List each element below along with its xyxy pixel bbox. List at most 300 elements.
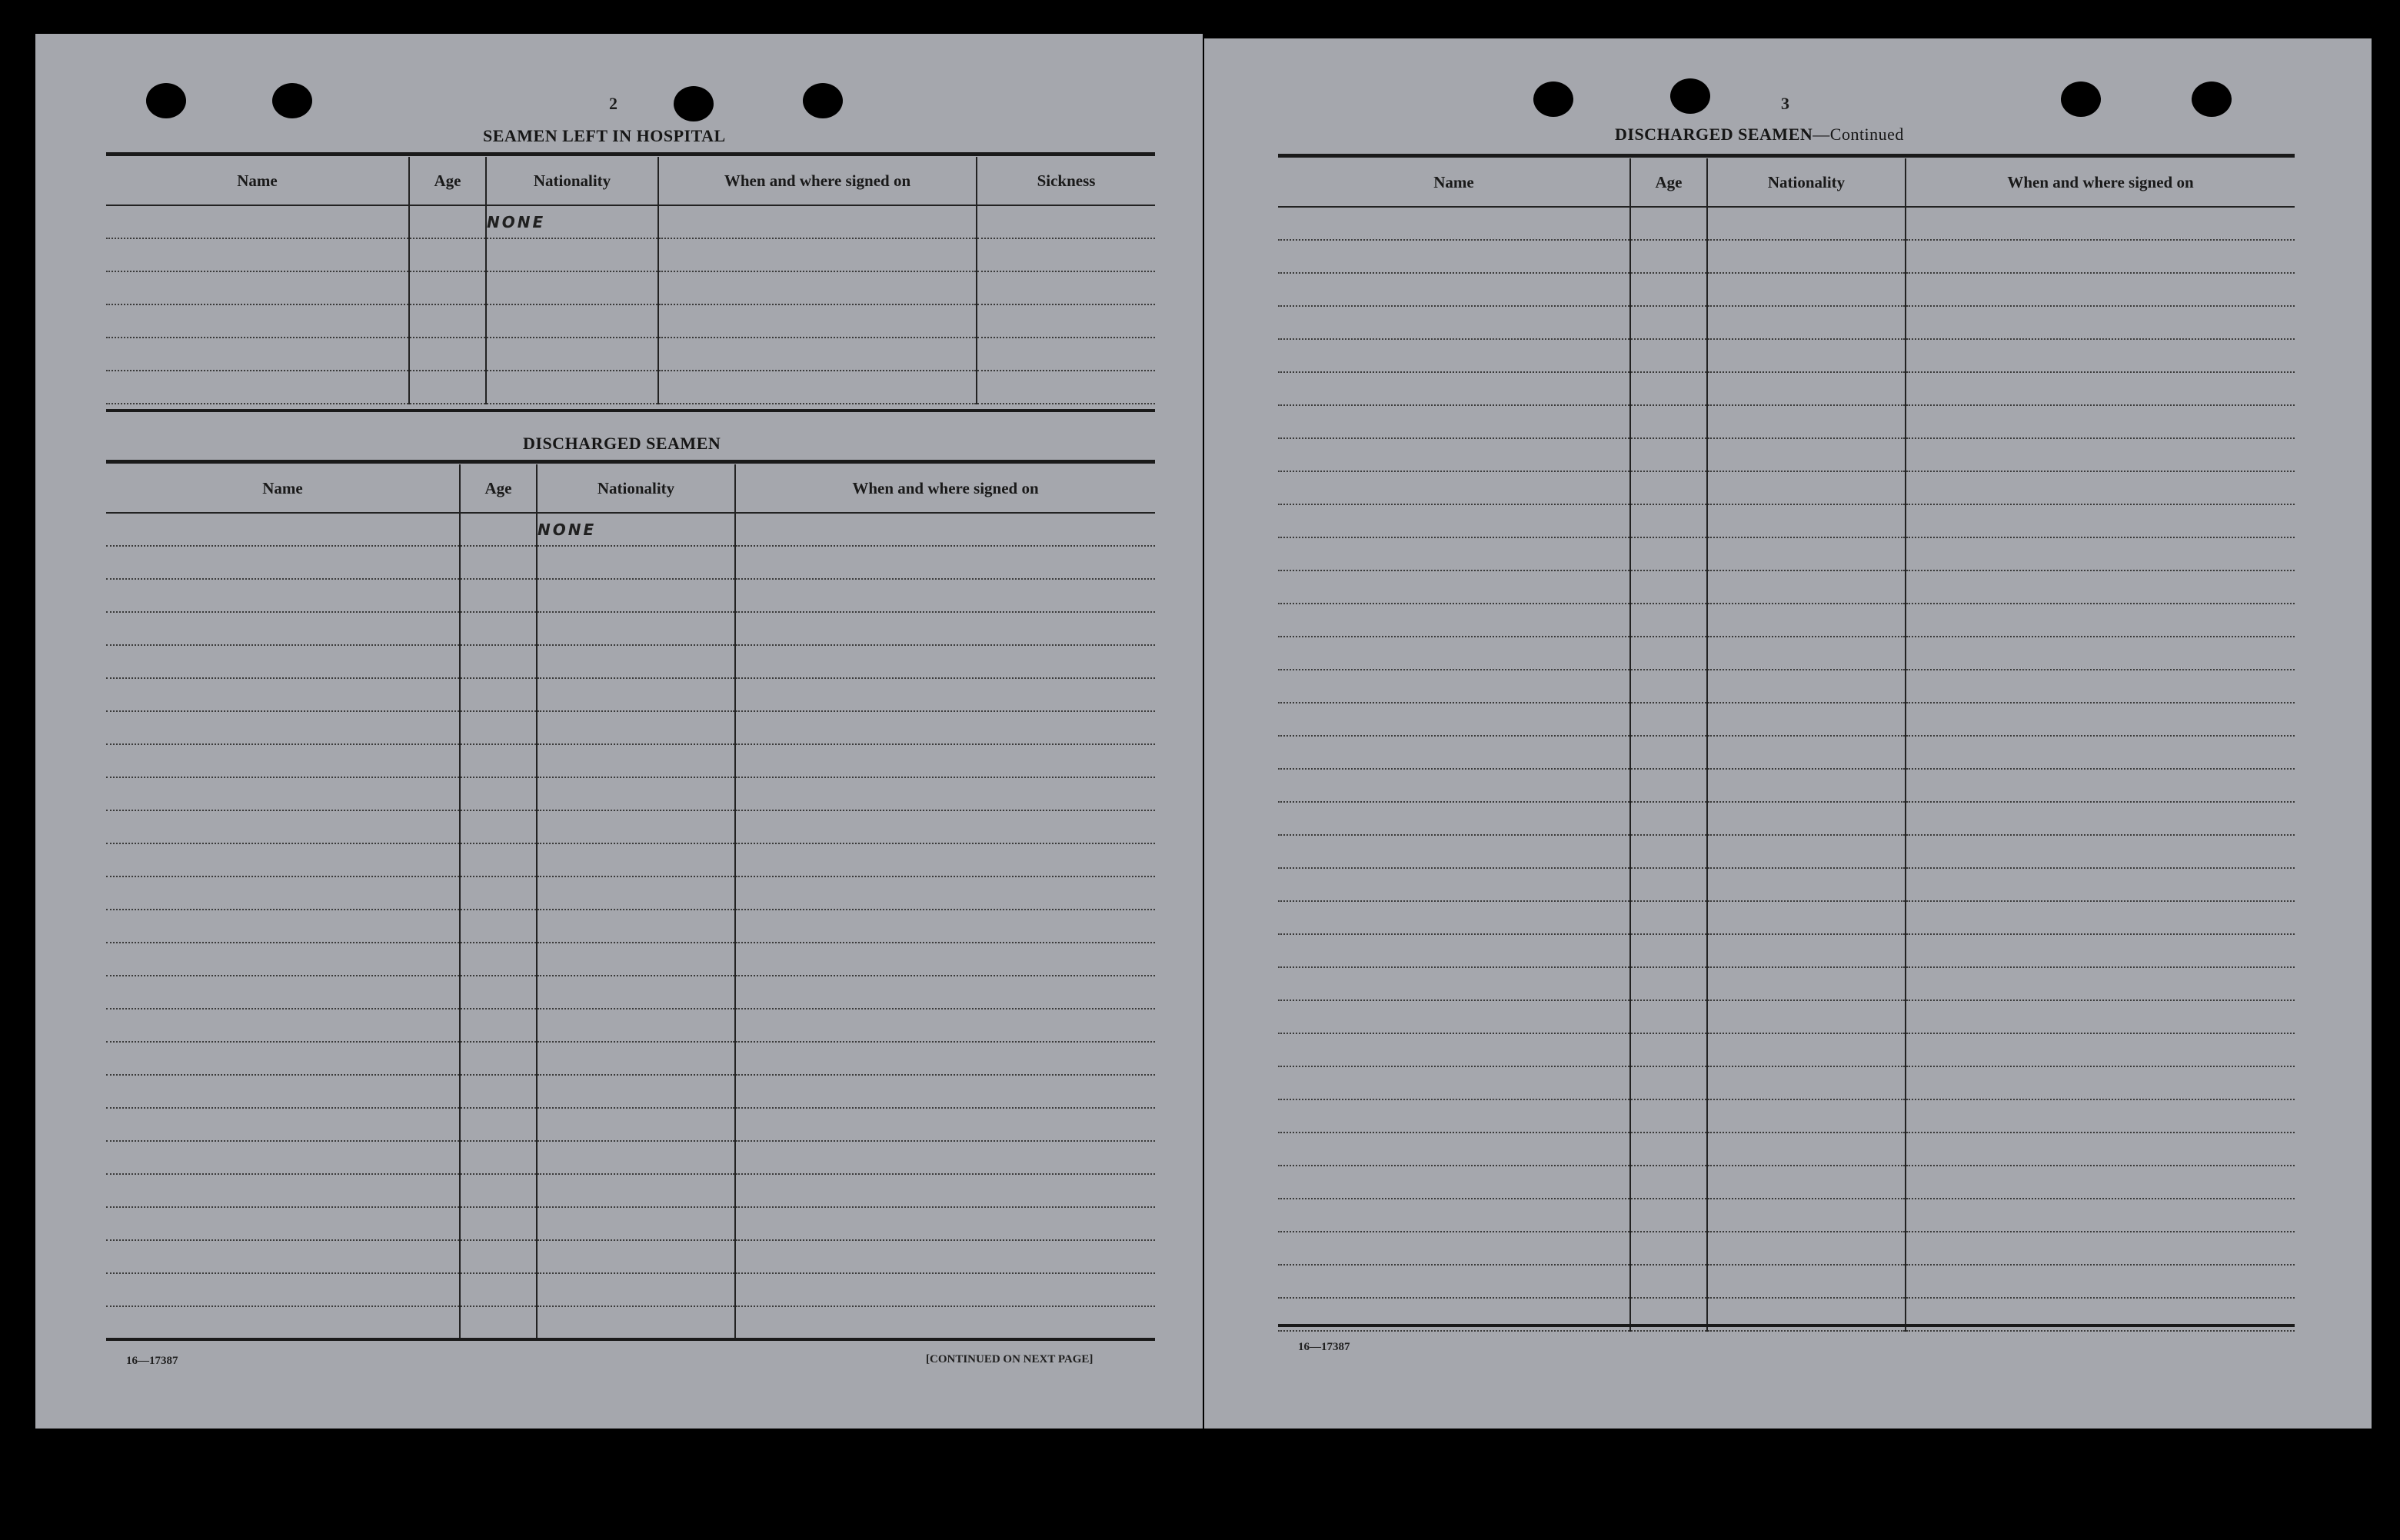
table-row	[106, 810, 1155, 843]
table-row	[1278, 901, 2295, 934]
cell-nationality	[1707, 637, 1906, 670]
cell-when-and-where-signed-on	[658, 338, 977, 371]
cell-when-and-where-signed-on	[658, 271, 977, 304]
cell-nationality	[537, 1042, 735, 1075]
cell-nationality	[1707, 1166, 1906, 1199]
cell-nationality	[486, 238, 658, 271]
table-row	[1278, 1166, 2295, 1199]
cell-name	[106, 645, 460, 678]
punch-hole	[2192, 81, 2232, 117]
cell-name	[106, 1108, 460, 1141]
cell-when-and-where-signed-on	[735, 1207, 1155, 1240]
punch-hole	[674, 86, 714, 121]
cell-age	[460, 1174, 537, 1207]
cell-nationality	[537, 1009, 735, 1042]
table-row	[1278, 703, 2295, 736]
cell-name	[1278, 1066, 1630, 1099]
section-rule	[106, 152, 1155, 156]
cell-sickness	[977, 238, 1155, 271]
cell-sickness	[977, 371, 1155, 404]
table-row	[106, 579, 1155, 612]
cell-when-and-where-signed-on	[1906, 967, 2295, 1000]
table-row	[106, 546, 1155, 579]
cell-name	[1278, 207, 1630, 240]
table-row	[106, 371, 1155, 404]
cell-age	[460, 910, 537, 943]
cell-when-and-where-signed-on	[735, 910, 1155, 943]
cell-age	[460, 1207, 537, 1240]
table-row	[106, 711, 1155, 744]
table-row	[1278, 471, 2295, 504]
cell-nationality	[537, 1108, 735, 1141]
cell-age	[409, 338, 486, 371]
table-row	[106, 1207, 1155, 1240]
discharged-table	[106, 464, 1155, 1340]
table-row	[1278, 868, 2295, 901]
cell-nationality	[1707, 835, 1906, 868]
cell-nationality	[537, 744, 735, 777]
table-row	[1278, 240, 2295, 273]
cell-when-and-where-signed-on	[658, 205, 977, 238]
cell-sickness	[977, 205, 1155, 238]
cell-name	[106, 579, 460, 612]
table-row	[106, 1075, 1155, 1108]
cell-age	[460, 1273, 537, 1306]
cell-when-and-where-signed-on	[735, 1273, 1155, 1306]
cell-age	[1630, 207, 1707, 240]
cell-age	[460, 546, 537, 579]
cell-name	[106, 1306, 460, 1339]
cell-age	[460, 579, 537, 612]
cell-name	[106, 1207, 460, 1240]
cell-name	[1278, 405, 1630, 438]
cell-when-and-where-signed-on	[1906, 736, 2295, 769]
section-rule	[1278, 1324, 2295, 1327]
section-rule	[106, 460, 1155, 464]
cell-name	[1278, 901, 1630, 934]
cell-nationality	[1707, 438, 1906, 471]
cell-when-and-where-signed-on	[1906, 868, 2295, 901]
continued-note: [CONTINUED ON NEXT PAGE]	[926, 1353, 1093, 1365]
cell-when-and-where-signed-on	[735, 1009, 1155, 1042]
cell-nationality	[1707, 967, 1906, 1000]
cell-age	[460, 1141, 537, 1174]
table-row	[106, 612, 1155, 645]
cell-nationality	[1707, 306, 1906, 339]
table-row	[1278, 637, 2295, 670]
cell-when-and-where-signed-on	[735, 579, 1155, 612]
cell-nationality	[537, 711, 735, 744]
cell-name	[1278, 670, 1630, 703]
cell-when-and-where-signed-on	[658, 371, 977, 404]
form-number: 16—17387	[1298, 1341, 1350, 1353]
cell-age	[1630, 868, 1707, 901]
cell-when-and-where-signed-on	[1906, 1033, 2295, 1066]
cell-when-and-where-signed-on	[735, 1240, 1155, 1273]
cell-when-and-where-signed-on	[1906, 1066, 2295, 1099]
cell-age	[460, 1108, 537, 1141]
cell-nationality	[1707, 1199, 1906, 1232]
hospital-table	[106, 157, 1155, 404]
table-row	[106, 1240, 1155, 1273]
table-row	[1278, 1066, 2295, 1099]
punch-hole	[272, 83, 312, 118]
column-header-when-and-where-signed-on: When and where signed on	[1906, 158, 2295, 207]
cell-name	[1278, 637, 1630, 670]
table-row	[1278, 736, 2295, 769]
cell-age	[1630, 901, 1707, 934]
cell-name	[1278, 703, 1630, 736]
table-row	[106, 338, 1155, 371]
cell-nationality	[486, 271, 658, 304]
cell-when-and-where-signed-on	[735, 810, 1155, 843]
cell-name	[1278, 1166, 1630, 1199]
cell-age	[460, 1306, 537, 1339]
cell-when-and-where-signed-on	[1906, 1166, 2295, 1199]
cell-when-and-where-signed-on	[735, 744, 1155, 777]
cell-nationality	[537, 976, 735, 1009]
table-row	[106, 678, 1155, 711]
cell-nationality	[486, 304, 658, 338]
cell-age	[1630, 1232, 1707, 1265]
column-header-name: Name	[1278, 158, 1630, 207]
cell-nationality	[537, 1273, 735, 1306]
cell-name	[106, 304, 409, 338]
cell-name	[1278, 1265, 1630, 1298]
cell-name	[106, 513, 460, 546]
cell-age	[1630, 537, 1707, 570]
cell-when-and-where-signed-on	[658, 238, 977, 271]
cell-nationality	[1707, 504, 1906, 537]
cell-when-and-where-signed-on	[735, 612, 1155, 645]
cell-when-and-where-signed-on	[1906, 570, 2295, 604]
cell-name	[106, 338, 409, 371]
cell-age	[409, 238, 486, 271]
cell-when-and-where-signed-on	[1906, 604, 2295, 637]
cell-age	[1630, 438, 1707, 471]
column-header-nationality: Nationality	[486, 157, 658, 205]
cell-name	[1278, 835, 1630, 868]
table-row	[106, 1306, 1155, 1339]
cell-nationality	[1707, 471, 1906, 504]
cell-age	[1630, 273, 1707, 306]
cell-age	[1630, 1000, 1707, 1033]
cell-name	[1278, 1000, 1630, 1033]
cell-name	[106, 546, 460, 579]
cell-name	[1278, 769, 1630, 802]
cell-nationality	[1707, 1133, 1906, 1166]
cell-when-and-where-signed-on	[1906, 471, 2295, 504]
cell-when-and-where-signed-on	[1906, 405, 2295, 438]
cell-when-and-where-signed-on	[735, 513, 1155, 546]
section-title-text: DISCHARGED SEAMEN	[1615, 125, 1813, 144]
cell-nationality	[1707, 736, 1906, 769]
table-row	[106, 1009, 1155, 1042]
cell-nationality	[537, 1306, 735, 1339]
column-header-when-and-where-signed-on: When and where signed on	[658, 157, 977, 205]
cell-when-and-where-signed-on	[735, 678, 1155, 711]
punch-hole	[1533, 81, 1573, 117]
cell-age	[1630, 934, 1707, 967]
section-rule	[106, 1338, 1155, 1341]
cell-name	[106, 744, 460, 777]
cell-nationality	[537, 1240, 735, 1273]
cell-name	[106, 612, 460, 645]
cell-when-and-where-signed-on	[735, 876, 1155, 910]
cell-age	[460, 976, 537, 1009]
column-header-nationality: Nationality	[537, 464, 735, 513]
table-row	[106, 1273, 1155, 1306]
cell-name	[1278, 306, 1630, 339]
cell-nationality	[1707, 1099, 1906, 1133]
cell-nationality	[1707, 1265, 1906, 1298]
column-header-sickness: Sickness	[977, 157, 1155, 205]
cell-when-and-where-signed-on	[735, 1042, 1155, 1075]
cell-name	[1278, 537, 1630, 570]
cell-when-and-where-signed-on	[735, 777, 1155, 810]
cell-when-and-where-signed-on	[735, 976, 1155, 1009]
table-row	[1278, 570, 2295, 604]
cell-name	[106, 976, 460, 1009]
cell-sickness	[977, 338, 1155, 371]
punch-hole	[1670, 78, 1710, 114]
table-row	[1278, 1133, 2295, 1166]
cell-name	[1278, 372, 1630, 405]
cell-age	[460, 711, 537, 744]
continued-section-title	[1615, 125, 1904, 145]
section-rule	[106, 409, 1155, 412]
cell-age	[409, 271, 486, 304]
cell-name	[106, 1009, 460, 1042]
cell-nationality	[537, 645, 735, 678]
table-row	[106, 1174, 1155, 1207]
cell-nationality	[1707, 405, 1906, 438]
table-row	[1278, 769, 2295, 802]
cell-age	[460, 744, 537, 777]
cell-nationality	[537, 612, 735, 645]
table-row	[106, 304, 1155, 338]
cell-when-and-where-signed-on	[1906, 1000, 2295, 1033]
cell-when-and-where-signed-on	[735, 1075, 1155, 1108]
punch-hole	[2061, 81, 2101, 117]
table-row	[106, 1141, 1155, 1174]
cell-age	[1630, 637, 1707, 670]
table-row	[1278, 504, 2295, 537]
cell-name	[106, 777, 460, 810]
cell-when-and-where-signed-on	[735, 546, 1155, 579]
table-row	[1278, 1033, 2295, 1066]
cell-when-and-where-signed-on	[735, 1306, 1155, 1339]
cell-name	[106, 271, 409, 304]
cell-age	[1630, 372, 1707, 405]
left-page	[35, 34, 1203, 1429]
table-row	[106, 976, 1155, 1009]
cell-name	[1278, 868, 1630, 901]
cell-age	[460, 1042, 537, 1075]
cell-when-and-where-signed-on	[1906, 537, 2295, 570]
cell-name	[1278, 1133, 1630, 1166]
page-number: 2	[609, 94, 617, 113]
cell-when-and-where-signed-on	[1906, 504, 2295, 537]
cell-age	[1630, 1133, 1707, 1166]
cell-when-and-where-signed-on	[1906, 372, 2295, 405]
cell-nationality	[537, 1141, 735, 1174]
table-row	[1278, 207, 2295, 240]
cell-name	[106, 371, 409, 404]
cell-name	[1278, 570, 1630, 604]
cell-nationality	[486, 371, 658, 404]
table-row	[1278, 967, 2295, 1000]
cell-nationality	[1707, 570, 1906, 604]
cell-nationality	[537, 810, 735, 843]
cell-name	[106, 1042, 460, 1075]
table-row	[1278, 670, 2295, 703]
column-header-name: Name	[106, 157, 409, 205]
table-row	[1278, 934, 2295, 967]
cell-age	[460, 1009, 537, 1042]
table-row	[106, 1108, 1155, 1141]
cell-age	[1630, 1199, 1707, 1232]
cell-name	[1278, 504, 1630, 537]
cell-name	[1278, 1033, 1630, 1066]
cell-when-and-where-signed-on	[1906, 901, 2295, 934]
table-row	[1278, 835, 2295, 868]
cell-when-and-where-signed-on	[735, 1141, 1155, 1174]
cell-when-and-where-signed-on	[1906, 802, 2295, 835]
cell-name	[1278, 934, 1630, 967]
cell-age	[460, 943, 537, 976]
column-header-nationality: Nationality	[1707, 158, 1906, 207]
cell-name	[1278, 604, 1630, 637]
cell-when-and-where-signed-on	[1906, 769, 2295, 802]
table-row	[106, 777, 1155, 810]
cell-nationality	[1707, 1000, 1906, 1033]
table-row	[106, 271, 1155, 304]
table-row	[1278, 273, 2295, 306]
cell-age	[460, 678, 537, 711]
table-row	[1278, 1000, 2295, 1033]
cell-nationality	[1707, 273, 1906, 306]
cell-nationality	[537, 910, 735, 943]
table-row	[1278, 802, 2295, 835]
cell-nationality	[537, 546, 735, 579]
cell-age	[1630, 339, 1707, 372]
table-row	[1278, 339, 2295, 372]
table-row	[1278, 1099, 2295, 1133]
punch-hole	[803, 83, 843, 118]
cell-age	[1630, 670, 1707, 703]
table-row	[1278, 604, 2295, 637]
cell-when-and-where-signed-on	[1906, 273, 2295, 306]
cell-nationality	[1707, 240, 1906, 273]
cell-nationality	[486, 338, 658, 371]
cell-nationality	[1707, 703, 1906, 736]
cell-nationality	[1707, 802, 1906, 835]
cell-age	[1630, 471, 1707, 504]
table-row	[1278, 372, 2295, 405]
cell-name	[106, 1240, 460, 1273]
cell-age	[1630, 1265, 1707, 1298]
cell-age	[460, 1075, 537, 1108]
cell-name	[1278, 339, 1630, 372]
cell-name	[106, 238, 409, 271]
cell-nationality	[537, 1075, 735, 1108]
cell-name	[1278, 240, 1630, 273]
cell-nationality	[537, 1174, 735, 1207]
cell-age	[1630, 604, 1707, 637]
hospital-section-title: SEAMEN LEFT IN HOSPITAL	[483, 126, 726, 145]
cell-age	[1630, 736, 1707, 769]
column-header-age: Age	[460, 464, 537, 513]
cell-when-and-where-signed-on	[1906, 1133, 2295, 1166]
cell-nationality	[1707, 670, 1906, 703]
cell-name	[106, 1141, 460, 1174]
cell-age	[1630, 1066, 1707, 1099]
cell-nationality	[1707, 372, 1906, 405]
cell-nationality	[1707, 207, 1906, 240]
cell-name	[1278, 1099, 1630, 1133]
cell-nationality	[1707, 339, 1906, 372]
column-header-when-and-where-signed-on: When and where signed on	[735, 464, 1155, 513]
cell-when-and-where-signed-on	[1906, 1199, 2295, 1232]
column-header-age: Age	[409, 157, 486, 205]
cell-age	[460, 876, 537, 910]
cell-age	[1630, 1033, 1707, 1066]
cell-age	[1630, 769, 1707, 802]
cell-age	[460, 513, 537, 546]
cell-name	[106, 1174, 460, 1207]
cell-age	[460, 1240, 537, 1273]
cell-age	[1630, 1166, 1707, 1199]
cell-name	[106, 711, 460, 744]
cell-when-and-where-signed-on	[735, 843, 1155, 876]
cell-nationality	[1707, 901, 1906, 934]
cell-age	[460, 810, 537, 843]
cell-name	[106, 678, 460, 711]
cell-name	[106, 810, 460, 843]
cell-age	[1630, 703, 1707, 736]
cell-age	[1630, 504, 1707, 537]
cell-name	[1278, 802, 1630, 835]
cell-when-and-where-signed-on	[1906, 1265, 2295, 1298]
cell-name	[106, 843, 460, 876]
cell-when-and-where-signed-on	[1906, 934, 2295, 967]
section-rule	[1278, 154, 2295, 158]
table-row	[1278, 306, 2295, 339]
cell-when-and-where-signed-on	[1906, 1232, 2295, 1265]
discharged-continued-table	[1278, 158, 2295, 1332]
cell-nationality: NONE	[486, 205, 658, 238]
cell-when-and-where-signed-on	[735, 711, 1155, 744]
table-row	[1278, 1199, 2295, 1232]
cell-when-and-where-signed-on	[1906, 438, 2295, 471]
cell-name	[1278, 438, 1630, 471]
table-row	[1278, 438, 2295, 471]
cell-when-and-where-signed-on	[1906, 637, 2295, 670]
table-row	[106, 744, 1155, 777]
cell-nationality	[1707, 1232, 1906, 1265]
cell-name	[1278, 1199, 1630, 1232]
cell-nationality	[1707, 604, 1906, 637]
cell-nationality	[537, 843, 735, 876]
cell-name	[1278, 967, 1630, 1000]
cell-when-and-where-signed-on	[1906, 207, 2295, 240]
cell-when-and-where-signed-on	[1906, 339, 2295, 372]
cell-nationality	[537, 876, 735, 910]
table-row	[106, 843, 1155, 876]
cell-age	[1630, 802, 1707, 835]
cell-age	[1630, 240, 1707, 273]
